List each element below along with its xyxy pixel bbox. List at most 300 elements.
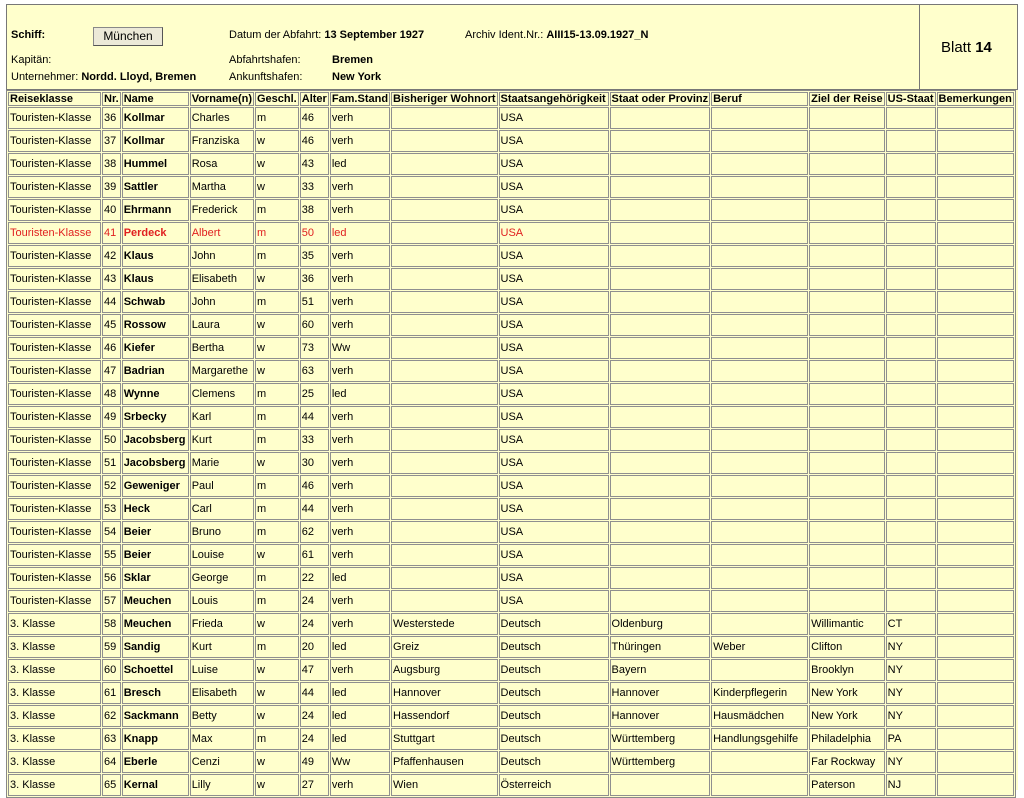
cell-name: Sklar (122, 567, 189, 589)
cell-name: Rossow (122, 314, 189, 336)
cell-alter: 49 (300, 751, 329, 773)
cell-staat-provinz (610, 383, 711, 405)
cell-vorname: George (190, 567, 254, 589)
cell-bemerkungen (937, 314, 1014, 336)
ankunft-value: New York (332, 71, 382, 83)
cell-nr: 42 (102, 245, 121, 267)
cell-ziel (809, 268, 885, 290)
cell-ziel: Willimantic (809, 613, 885, 635)
cell-ziel: Brooklyn (809, 659, 885, 681)
cell-staatsangehoerigkeit: USA (499, 360, 609, 382)
cell-nr: 63 (102, 728, 121, 750)
cell-vorname: Martha (190, 176, 254, 198)
cell-vorname: Charles (190, 107, 254, 129)
cell-fam-stand: led (330, 222, 390, 244)
cell-ziel (809, 498, 885, 520)
cell-vorname: Louis (190, 590, 254, 612)
cell-geschl: m (255, 107, 299, 129)
cell-geschl: m (255, 383, 299, 405)
col-header-bemerkungen: Bemerkungen (938, 93, 1012, 105)
cell-name: Kiefer (122, 337, 189, 359)
cell-ziel (809, 590, 885, 612)
cell-wohnort (391, 291, 497, 313)
cell-alter: 44 (300, 406, 329, 428)
cell-fam-stand: verh (330, 199, 390, 221)
cell-nr: 40 (102, 199, 121, 221)
cell-vorname: Cenzi (190, 751, 254, 773)
table-row (8, 314, 1014, 336)
cell-staat-provinz: Württemberg (610, 728, 711, 750)
cell-us-staat (886, 291, 936, 313)
cell-beruf: Kinderpflegerin (711, 682, 808, 704)
cell-geschl: w (255, 130, 299, 152)
cell-vorname: Elisabeth (190, 682, 254, 704)
cell-geschl: m (255, 475, 299, 497)
cell-beruf: Weber (711, 636, 808, 658)
cell-name: Schoettel (122, 659, 189, 681)
cell-geschl: w (255, 659, 299, 681)
cell-staatsangehoerigkeit: Deutsch (499, 728, 609, 750)
cell-geschl: m (255, 636, 299, 658)
cell-wohnort (391, 452, 497, 474)
cell-us-staat (886, 314, 936, 336)
cell-bemerkungen (937, 567, 1014, 589)
cell-alter: 27 (300, 774, 329, 796)
cell-fam-stand: verh (330, 659, 390, 681)
cell-us-staat: NJ (886, 774, 936, 796)
datum-value: 13 September 1927 (324, 29, 425, 41)
archiv-label: Archiv Ident.Nr.: (465, 29, 544, 41)
cell-vorname: Bruno (190, 521, 254, 543)
cell-us-staat (886, 107, 936, 129)
cell-beruf (711, 406, 808, 428)
cell-nr: 45 (102, 314, 121, 336)
cell-reiseklasse: Touristen-Klasse (8, 567, 101, 589)
cell-us-staat: NY (886, 636, 936, 658)
cell-us-staat (886, 429, 936, 451)
cell-fam-stand: led (330, 383, 390, 405)
cell-name: Ehrmann (122, 199, 189, 221)
cell-geschl: w (255, 613, 299, 635)
cell-fam-stand: led (330, 153, 390, 175)
cell-ziel: New York (809, 682, 885, 704)
cell-wohnort (391, 360, 497, 382)
cell-staatsangehoerigkeit: USA (499, 406, 609, 428)
cell-name: Beier (122, 521, 189, 543)
cell-vorname: Clemens (190, 383, 254, 405)
cell-alter: 61 (300, 544, 329, 566)
passenger-table (6, 90, 1016, 798)
cell-geschl: w (255, 360, 299, 382)
table-row (8, 636, 1014, 658)
cell-beruf (711, 176, 808, 198)
cell-staatsangehoerigkeit: USA (499, 245, 609, 267)
cell-geschl: m (255, 406, 299, 428)
cell-staat-provinz (610, 199, 711, 221)
cell-name: Kollmar (122, 107, 189, 129)
cell-geschl: w (255, 751, 299, 773)
abfahrt-label: Abfahrtshafen: (229, 54, 301, 66)
cell-alter: 36 (300, 268, 329, 290)
cell-reiseklasse: Touristen-Klasse (8, 429, 101, 451)
cell-nr: 47 (102, 360, 121, 382)
cell-beruf (711, 544, 808, 566)
cell-us-staat: NY (886, 751, 936, 773)
cell-staat-provinz (610, 452, 711, 474)
cell-ziel (809, 130, 885, 152)
cell-alter: 44 (300, 498, 329, 520)
cell-staat-provinz (610, 590, 711, 612)
cell-us-staat (886, 383, 936, 405)
cell-name: Wynne (122, 383, 189, 405)
cell-beruf (711, 314, 808, 336)
cell-beruf (711, 659, 808, 681)
cell-vorname: Lilly (190, 774, 254, 796)
table-row (8, 245, 1014, 267)
cell-nr: 58 (102, 613, 121, 635)
cell-geschl: w (255, 544, 299, 566)
cell-reiseklasse: Touristen-Klasse (8, 544, 101, 566)
cell-us-staat (886, 153, 936, 175)
cell-name: Meuchen (122, 613, 189, 635)
cell-staatsangehoerigkeit: Deutsch (499, 659, 609, 681)
cell-nr: 43 (102, 268, 121, 290)
table-row (8, 130, 1014, 152)
cell-vorname: Frederick (190, 199, 254, 221)
cell-reiseklasse: 3. Klasse (8, 728, 101, 750)
cell-nr: 52 (102, 475, 121, 497)
cell-staatsangehoerigkeit: USA (499, 176, 609, 198)
cell-name: Perdeck (122, 222, 189, 244)
cell-name: Heck (122, 498, 189, 520)
cell-alter: 44 (300, 682, 329, 704)
cell-beruf (711, 337, 808, 359)
unternehmer-label: Unternehmer: (11, 71, 79, 83)
cell-bemerkungen (937, 590, 1014, 612)
cell-reiseklasse: Touristen-Klasse (8, 406, 101, 428)
cell-fam-stand: verh (330, 475, 390, 497)
cell-vorname: Bertha (190, 337, 254, 359)
cell-bemerkungen (937, 751, 1014, 773)
cell-ziel (809, 153, 885, 175)
cell-staatsangehoerigkeit: USA (499, 337, 609, 359)
cell-staat-provinz: Hannover (610, 705, 711, 727)
cell-wohnort: Greiz (391, 636, 497, 658)
table-row (8, 452, 1014, 474)
cell-vorname: John (190, 245, 254, 267)
cell-staat-provinz: Hannover (610, 682, 711, 704)
cell-wohnort (391, 245, 497, 267)
cell-bemerkungen (937, 728, 1014, 750)
cell-staatsangehoerigkeit: USA (499, 521, 609, 543)
cell-name: Srbecky (122, 406, 189, 428)
cell-staatsangehoerigkeit: USA (499, 314, 609, 336)
cell-wohnort (391, 337, 497, 359)
cell-wohnort (391, 544, 497, 566)
cell-us-staat (886, 222, 936, 244)
cell-ziel (809, 337, 885, 359)
cell-staat-provinz (610, 268, 711, 290)
cell-nr: 62 (102, 705, 121, 727)
cell-bemerkungen (937, 636, 1014, 658)
cell-us-staat (886, 268, 936, 290)
cell-name: Beier (122, 544, 189, 566)
cell-staatsangehoerigkeit: USA (499, 590, 609, 612)
table-row (8, 498, 1014, 520)
table-row (8, 291, 1014, 313)
cell-staat-provinz (610, 567, 711, 589)
cell-fam-stand: led (330, 728, 390, 750)
cell-nr: 53 (102, 498, 121, 520)
cell-reiseklasse: Touristen-Klasse (8, 475, 101, 497)
cell-beruf (711, 107, 808, 129)
cell-fam-stand: verh (330, 521, 390, 543)
cell-ziel (809, 544, 885, 566)
cell-name: Hummel (122, 153, 189, 175)
cell-us-staat: NY (886, 682, 936, 704)
cell-fam-stand: verh (330, 245, 390, 267)
table-row (8, 659, 1014, 681)
cell-reiseklasse: Touristen-Klasse (8, 314, 101, 336)
cell-alter: 73 (300, 337, 329, 359)
cell-alter: 43 (300, 153, 329, 175)
blatt-label: Blatt (941, 39, 972, 56)
cell-staatsangehoerigkeit: USA (499, 567, 609, 589)
cell-geschl: w (255, 176, 299, 198)
cell-reiseklasse: Touristen-Klasse (8, 245, 101, 267)
cell-geschl: m (255, 590, 299, 612)
cell-us-staat (886, 498, 936, 520)
table-row (8, 406, 1014, 428)
cell-nr: 56 (102, 567, 121, 589)
cell-bemerkungen (937, 452, 1014, 474)
cell-name: Badrian (122, 360, 189, 382)
cell-fam-stand: verh (330, 107, 390, 129)
cell-reiseklasse: Touristen-Klasse (8, 291, 101, 313)
cell-alter: 24 (300, 590, 329, 612)
cell-alter: 47 (300, 659, 329, 681)
cell-bemerkungen (937, 176, 1014, 198)
cell-staat-provinz: Oldenburg (610, 613, 711, 635)
cell-ziel (809, 245, 885, 267)
cell-geschl: m (255, 728, 299, 750)
cell-vorname: Margarethe (190, 360, 254, 382)
cell-staatsangehoerigkeit: USA (499, 199, 609, 221)
cell-wohnort (391, 406, 497, 428)
cell-nr: 38 (102, 153, 121, 175)
cell-staat-provinz (610, 475, 711, 497)
cell-geschl: w (255, 153, 299, 175)
cell-vorname: Louise (190, 544, 254, 566)
cell-alter: 60 (300, 314, 329, 336)
table-row (8, 222, 1014, 244)
cell-staatsangehoerigkeit: Deutsch (499, 636, 609, 658)
col-header-reiseklasse: Reiseklasse (8, 92, 101, 106)
cell-bemerkungen (937, 337, 1014, 359)
cell-alter: 50 (300, 222, 329, 244)
cell-fam-stand: verh (330, 406, 390, 428)
cell-alter: 62 (300, 521, 329, 543)
cell-bemerkungen (937, 153, 1014, 175)
table-row (8, 521, 1014, 543)
archiv-value: AIII15-13.09.1927_N (546, 29, 649, 41)
manifest-header (6, 4, 1018, 90)
cell-name: Klaus (122, 245, 189, 267)
unternehmer-value: Nordd. Lloyd, Bremen (81, 71, 197, 83)
cell-alter: 35 (300, 245, 329, 267)
table-row (8, 475, 1014, 497)
cell-fam-stand: verh (330, 291, 390, 313)
cell-beruf (711, 245, 808, 267)
cell-beruf (711, 153, 808, 175)
cell-wohnort: Wien (391, 774, 497, 796)
cell-nr: 49 (102, 406, 121, 428)
cell-geschl: w (255, 314, 299, 336)
cell-staat-provinz (610, 107, 711, 129)
table-row (8, 268, 1014, 290)
table-row (8, 383, 1014, 405)
cell-wohnort (391, 199, 497, 221)
cell-reiseklasse: 3. Klasse (8, 636, 101, 658)
cell-name: Schwab (122, 291, 189, 313)
cell-bemerkungen (937, 222, 1014, 244)
cell-ziel (809, 567, 885, 589)
cell-fam-stand: Ww (330, 751, 390, 773)
cell-staatsangehoerigkeit: USA (499, 130, 609, 152)
cell-alter: 51 (300, 291, 329, 313)
cell-geschl: m (255, 199, 299, 221)
cell-alter: 24 (300, 705, 329, 727)
table-row (8, 360, 1014, 382)
cell-nr: 48 (102, 383, 121, 405)
cell-nr: 50 (102, 429, 121, 451)
cell-nr: 60 (102, 659, 121, 681)
cell-wohnort (391, 222, 497, 244)
cell-bemerkungen (937, 360, 1014, 382)
cell-ziel (809, 406, 885, 428)
cell-staatsangehoerigkeit: USA (499, 544, 609, 566)
cell-reiseklasse: 3. Klasse (8, 705, 101, 727)
cell-us-staat (886, 521, 936, 543)
cell-ziel: Far Rockway (809, 751, 885, 773)
cell-staat-provinz (610, 337, 711, 359)
cell-name: Jacobsberg (122, 452, 189, 474)
col-header-name: Name (122, 92, 189, 106)
cell-staat-provinz: Thüringen (610, 636, 711, 658)
cell-bemerkungen (937, 544, 1014, 566)
cell-bemerkungen (937, 107, 1014, 129)
table-row (8, 337, 1014, 359)
col-header-ziel: Ziel der Reise (811, 93, 883, 105)
cell-us-staat: PA (886, 728, 936, 750)
ship-manifest-page (6, 4, 1018, 790)
cell-beruf (711, 567, 808, 589)
cell-staatsangehoerigkeit: Österreich (499, 774, 609, 796)
cell-staat-provinz (610, 521, 711, 543)
table-header-row (8, 92, 1014, 106)
cell-reiseklasse: Touristen-Klasse (8, 130, 101, 152)
cell-staatsangehoerigkeit: USA (499, 475, 609, 497)
table-row (8, 107, 1014, 129)
cell-staat-provinz (610, 176, 711, 198)
cell-staatsangehoerigkeit: Deutsch (499, 613, 609, 635)
cell-geschl: m (255, 291, 299, 313)
cell-bemerkungen (937, 245, 1014, 267)
cell-nr: 46 (102, 337, 121, 359)
cell-reiseklasse: Touristen-Klasse (8, 590, 101, 612)
cell-beruf (711, 130, 808, 152)
table-body (8, 107, 1014, 796)
cell-geschl: w (255, 682, 299, 704)
cell-alter: 38 (300, 199, 329, 221)
cell-name: Kernal (122, 774, 189, 796)
cell-vorname: Elisabeth (190, 268, 254, 290)
cell-us-staat (886, 406, 936, 428)
cell-reiseklasse: 3. Klasse (8, 751, 101, 773)
cell-nr: 36 (102, 107, 121, 129)
cell-ziel (809, 360, 885, 382)
cell-fam-stand: verh (330, 429, 390, 451)
cell-staat-provinz (610, 291, 711, 313)
cell-vorname: Albert (190, 222, 254, 244)
cell-wohnort (391, 429, 497, 451)
cell-beruf (711, 360, 808, 382)
cell-beruf (711, 199, 808, 221)
cell-fam-stand: verh (330, 498, 390, 520)
cell-vorname: Max (190, 728, 254, 750)
cell-bemerkungen (937, 406, 1014, 428)
cell-ziel: Clifton (809, 636, 885, 658)
ship-name-button[interactable]: München (93, 27, 163, 46)
cell-alter: 24 (300, 613, 329, 635)
kapitaen-label: Kapitän: (11, 54, 52, 66)
cell-staat-provinz (610, 153, 711, 175)
cell-name: Jacobsberg (122, 429, 189, 451)
cell-reiseklasse: Touristen-Klasse (8, 337, 101, 359)
cell-geschl: m (255, 222, 299, 244)
cell-fam-stand: verh (330, 544, 390, 566)
cell-name: Kollmar (122, 130, 189, 152)
cell-bemerkungen (937, 383, 1014, 405)
cell-wohnort: Westerstede (391, 613, 497, 635)
cell-geschl: w (255, 337, 299, 359)
cell-bemerkungen (937, 613, 1014, 635)
cell-wohnort (391, 498, 497, 520)
cell-staatsangehoerigkeit: Deutsch (499, 751, 609, 773)
cell-vorname: Betty (190, 705, 254, 727)
cell-nr: 37 (102, 130, 121, 152)
cell-us-staat (886, 544, 936, 566)
cell-bemerkungen (937, 291, 1014, 313)
table-row (8, 590, 1014, 612)
table-row (8, 613, 1014, 635)
cell-alter: 25 (300, 383, 329, 405)
col-header-wohnort: Bisheriger Wohnort (393, 93, 496, 105)
cell-ziel: New York (809, 705, 885, 727)
cell-reiseklasse: 3. Klasse (8, 613, 101, 635)
archiv-row (465, 29, 648, 41)
cell-alter: 20 (300, 636, 329, 658)
cell-us-staat (886, 590, 936, 612)
cell-wohnort (391, 153, 497, 175)
cell-wohnort (391, 475, 497, 497)
cell-nr: 65 (102, 774, 121, 796)
cell-beruf (711, 222, 808, 244)
cell-name: Geweniger (122, 475, 189, 497)
cell-fam-stand: verh (330, 314, 390, 336)
cell-staat-provinz (610, 130, 711, 152)
cell-nr: 59 (102, 636, 121, 658)
